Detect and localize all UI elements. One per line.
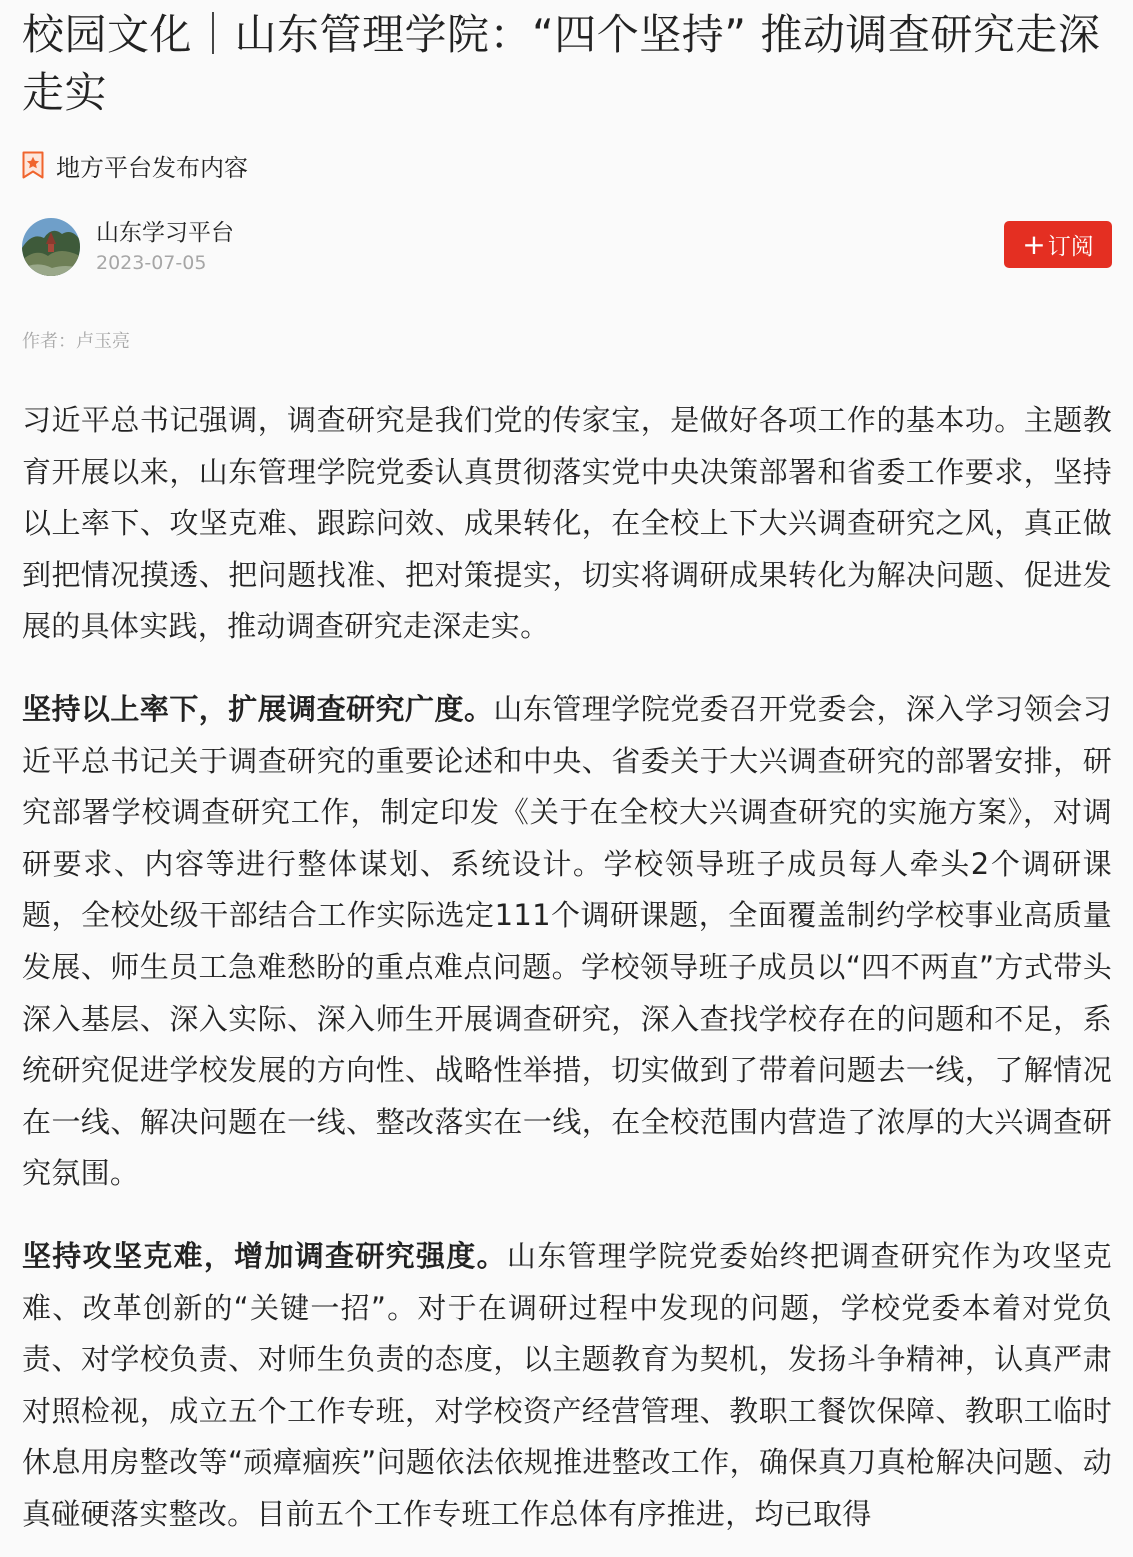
author-byline: 作者：卢玉亮 (22, 331, 130, 352)
publisher-avatar[interactable] (22, 218, 80, 276)
publisher-bar (22, 217, 1112, 277)
paragraph-text: 山东管理学院党委召开党委会，深入学习领会习近平总书记关于调查研究的重要论述和中央、省委关于大兴调查研究的部署安排，研究部署学校调查研究工作，制定印发《关于在全校大兴调查研究的实施方案》，对调研要求、内容等进行整体谋划、系统设计。学校领导班子成员每人牵头2个调研课题，全校处级干部结合工作实际选定111个调研课题，全面覆盖制约学校事业高质量发展、师生员工急难愁盼的重点难点问题。学校领导班子成员以“四不两直”方式带头深入基层、深入实际、深入师生开展调查研究，深入查找学校存在的问题和不足，系统研究促进学校发展的方向性、战略性举措，切实做到了带着问题去一线，了解情况在一线、解决问题在一线、整改落实在一线，在全校范围内营造了浓厚的大兴调查研究氛围。 (22, 691, 1112, 1191)
paragraph-lead: 坚持以上率下，扩展调查研究广度。 (22, 691, 494, 726)
article-paragraph (22, 1231, 1112, 1541)
publish-date: 2023-07-05 (96, 252, 207, 274)
paragraph-lead: 坚持攻坚克难，增加调查研究强度。 (22, 1238, 507, 1273)
article-paragraph (22, 684, 1112, 1200)
publisher-name[interactable]: 山东学习平台 (96, 220, 234, 246)
source-label: 地方平台发布内容 (56, 153, 248, 182)
paragraph-text: 山东管理学院党委始终把调查研究作为攻坚克难、改革创新的“关键一招”。对于在调研过程中发现的问题，学校党委本着对党负责、对学校负责、对师生负责的态度，以主题教育为契机，发扬斗争精神，认真严肃对照检视，成立五个工作专班，对学校资产经营管理、教职工餐饮保障、教职工临时休息用房整改等“顽瘴痼疾”问题依法依规推进整改工作，确保真刀真枪解决问题、动真碰硬落实整改。目前五个工作专班工作总体有序推进，均已取得 (22, 1238, 1112, 1531)
article-paragraph (22, 395, 1112, 653)
publisher-meta (96, 218, 234, 276)
subscribe-label: 订阅 (1047, 234, 1094, 260)
article-body (22, 395, 1112, 1540)
paragraph-text: 习近平总书记强调，调查研究是我们党的传家宝，是做好各项工作的基本功。主题教育开展以来，山东管理学院党委认真贯彻落实党中央决策部署和省委工作要求，坚持以上率下、攻坚克难、跟踪问效、成果转化，在全校上下大兴调查研究之风，真正做到把情况摸透、把问题找准、把对策提实，切实将调研成果转化为解决问题、促进发展的具体实践，推动调查研究走深走实。 (22, 403, 1112, 644)
star-badge-icon (22, 151, 44, 179)
subscribe-button[interactable] (1004, 221, 1112, 268)
plus-icon: + (1022, 227, 1046, 261)
source-tag (22, 149, 1112, 181)
article-title: 校园文化｜山东管理学院：“四个坚持” 推动调查研究走深走实 (22, 10, 1101, 117)
